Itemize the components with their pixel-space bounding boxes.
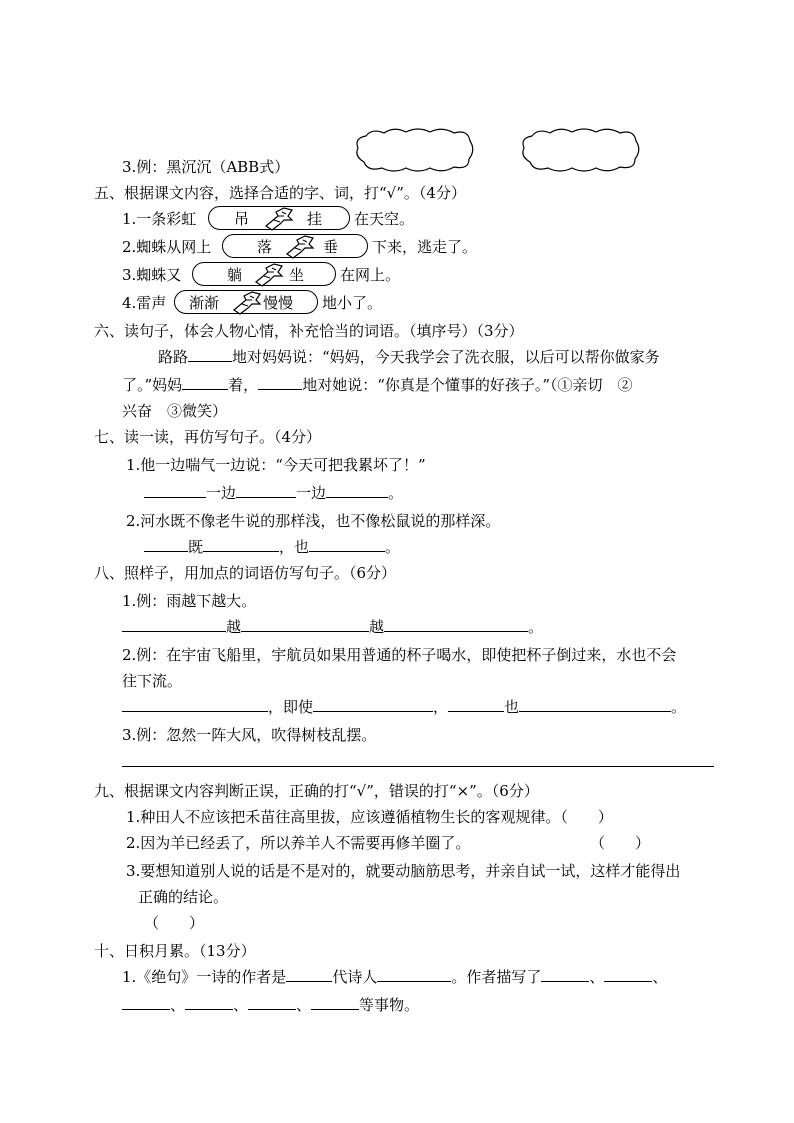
answer-blank[interactable] — [541, 967, 589, 982]
s10-item-1-line-1: 1.《绝句》一诗的作者是 代诗人 。作者描写了 、 、 — [122, 968, 668, 986]
s6-line-3: 兴奋 ③微笑） — [122, 402, 228, 420]
section-5-heading: 五、根据课文内容，选择合适的字、词，打“√”。（4分） — [94, 184, 466, 202]
section-10-heading: 十、日积月累。（13分） — [94, 942, 256, 960]
s9-item-3-line-1: 3.要想知道别人说的话是不是对的，就要动脑筋思考，并亲自试一试，这样才能得出 — [126, 862, 681, 880]
answer-blank[interactable] — [384, 617, 528, 632]
answer-blank[interactable] — [188, 347, 232, 362]
s9-item-2-paren[interactable]: （ ） — [590, 834, 651, 852]
answer-blank[interactable] — [122, 697, 268, 712]
s5-item-3-suffix: 在网上。 — [340, 266, 401, 284]
s9-item-3-line-2: 正确的结论。 — [138, 888, 229, 906]
answer-blank[interactable] — [309, 537, 385, 552]
answer-blank[interactable] — [122, 617, 226, 632]
answer-blank[interactable] — [185, 995, 233, 1010]
arrow-icon — [252, 260, 286, 290]
answer-blank[interactable] — [203, 537, 279, 552]
s9-item-2: 2.因为羊已经丢了，所以养羊人不需要再修羊圈了。 — [126, 834, 471, 852]
answer-blank[interactable] — [604, 967, 652, 982]
s5-item-3-prefix: 3.蜘蛛又 — [122, 266, 182, 284]
s8-item-2-line-2: 往下流。 — [122, 672, 183, 690]
s8-item-1: 1.例：雨越下越大。 — [122, 592, 257, 610]
arrow-icon — [262, 204, 296, 234]
answer-blank[interactable] — [236, 483, 296, 498]
choice-b[interactable]: 挂 — [307, 210, 323, 228]
s7-item-1: 1.他一边喘气一边说：“今天可把我累坏了！” — [126, 456, 426, 474]
s5-item-2-suffix: 下来，逃走了。 — [372, 238, 478, 256]
arrow-icon — [283, 232, 317, 262]
cloud-shape-right — [518, 126, 643, 174]
s5-item-4-suffix: 地小了。 — [322, 294, 383, 312]
s10-item-1-line-2: 、 、 、 等事物。 — [122, 995, 419, 1015]
s8-item-3: 3.例：忽然一阵大风，吹得树枝乱摆。 — [122, 726, 377, 744]
s5-item-1-prefix: 1.一条彩虹 — [122, 210, 197, 228]
answer-blank[interactable] — [313, 697, 433, 712]
choice-b[interactable]: 坐 — [289, 266, 305, 284]
cloud-shape-left — [352, 126, 477, 174]
s6-line-2: 了。”妈妈 着， 地对她说：“你真是个懂事的好孩子。”（①亲切 ② — [122, 376, 633, 394]
answer-blank[interactable] — [122, 995, 170, 1010]
arrow-icon — [230, 288, 264, 318]
answer-blank[interactable] — [326, 483, 388, 498]
s6-line-1: 路路 地对妈妈说：“妈妈，今天我学会了洗衣服，以后可以帮你做家务 — [158, 348, 660, 366]
s9-item-1: 1.种田人不应该把禾苗往高里拔，应该遵循植物生长的客观规律。（ ） — [126, 808, 613, 826]
choice-a[interactable]: 躺 — [227, 266, 243, 284]
answer-blank[interactable] — [182, 375, 228, 390]
s7-item-2: 2.河水既不像老牛说的那样浅，也不像松鼠说的那样深。 — [126, 512, 501, 530]
s8-item-2-answer: ，即使 ， 也 。 — [122, 697, 686, 717]
s5-item-2-prefix: 2.蜘蛛从网上 — [122, 238, 212, 256]
s7-item-1-answer: 一边 一边 。 — [144, 483, 403, 503]
choice-b[interactable]: 垂 — [323, 238, 339, 256]
choice-a[interactable]: 渐渐 — [189, 294, 220, 312]
answer-blank[interactable] — [311, 995, 359, 1010]
answer-blank[interactable] — [286, 967, 332, 982]
s9-item-3-paren[interactable]: （ ） — [144, 914, 205, 932]
answer-blank[interactable] — [144, 537, 188, 552]
s7-item-2-answer: 既 ，也 。 — [144, 537, 400, 557]
choice-b[interactable]: 慢慢 — [263, 294, 294, 312]
s8-item-1-answer: 越 越 。 — [122, 617, 543, 637]
s8-item-2-line-1: 2.例：在宇宙飞船里，宇航员如果用普通的杯子喝水，即使把杯子倒过来，水也不会 — [122, 646, 677, 664]
answer-blank[interactable] — [241, 617, 369, 632]
answer-blank[interactable] — [377, 967, 451, 982]
s5-item-1-suffix: 在天空。 — [354, 210, 415, 228]
choice-a[interactable]: 吊 — [234, 210, 250, 228]
section-7-heading: 七、读一读，再仿写句子。（4分） — [94, 428, 322, 446]
s8-item-3-answer-line[interactable] — [122, 766, 714, 767]
answer-blank[interactable] — [144, 483, 206, 498]
q3-example: 3.例：黑沉沉（ABB式） — [122, 158, 290, 176]
choice-a[interactable]: 落 — [257, 238, 273, 256]
answer-blank[interactable] — [519, 697, 671, 712]
s5-item-4-prefix: 4.雷声 — [122, 294, 167, 312]
section-6-heading: 六、读句子，体会人物心情，补充恰当的词语。（填序号）（3分） — [94, 322, 524, 340]
answer-blank[interactable] — [258, 375, 302, 390]
answer-blank[interactable] — [248, 995, 296, 1010]
section-9-heading: 九、根据课文内容判断正误，正确的打“√”，错误的打“×”。（6分） — [94, 782, 539, 800]
answer-blank[interactable] — [448, 697, 504, 712]
section-8-heading: 八、照样子，用加点的词语仿写句子。（6分） — [94, 564, 397, 582]
